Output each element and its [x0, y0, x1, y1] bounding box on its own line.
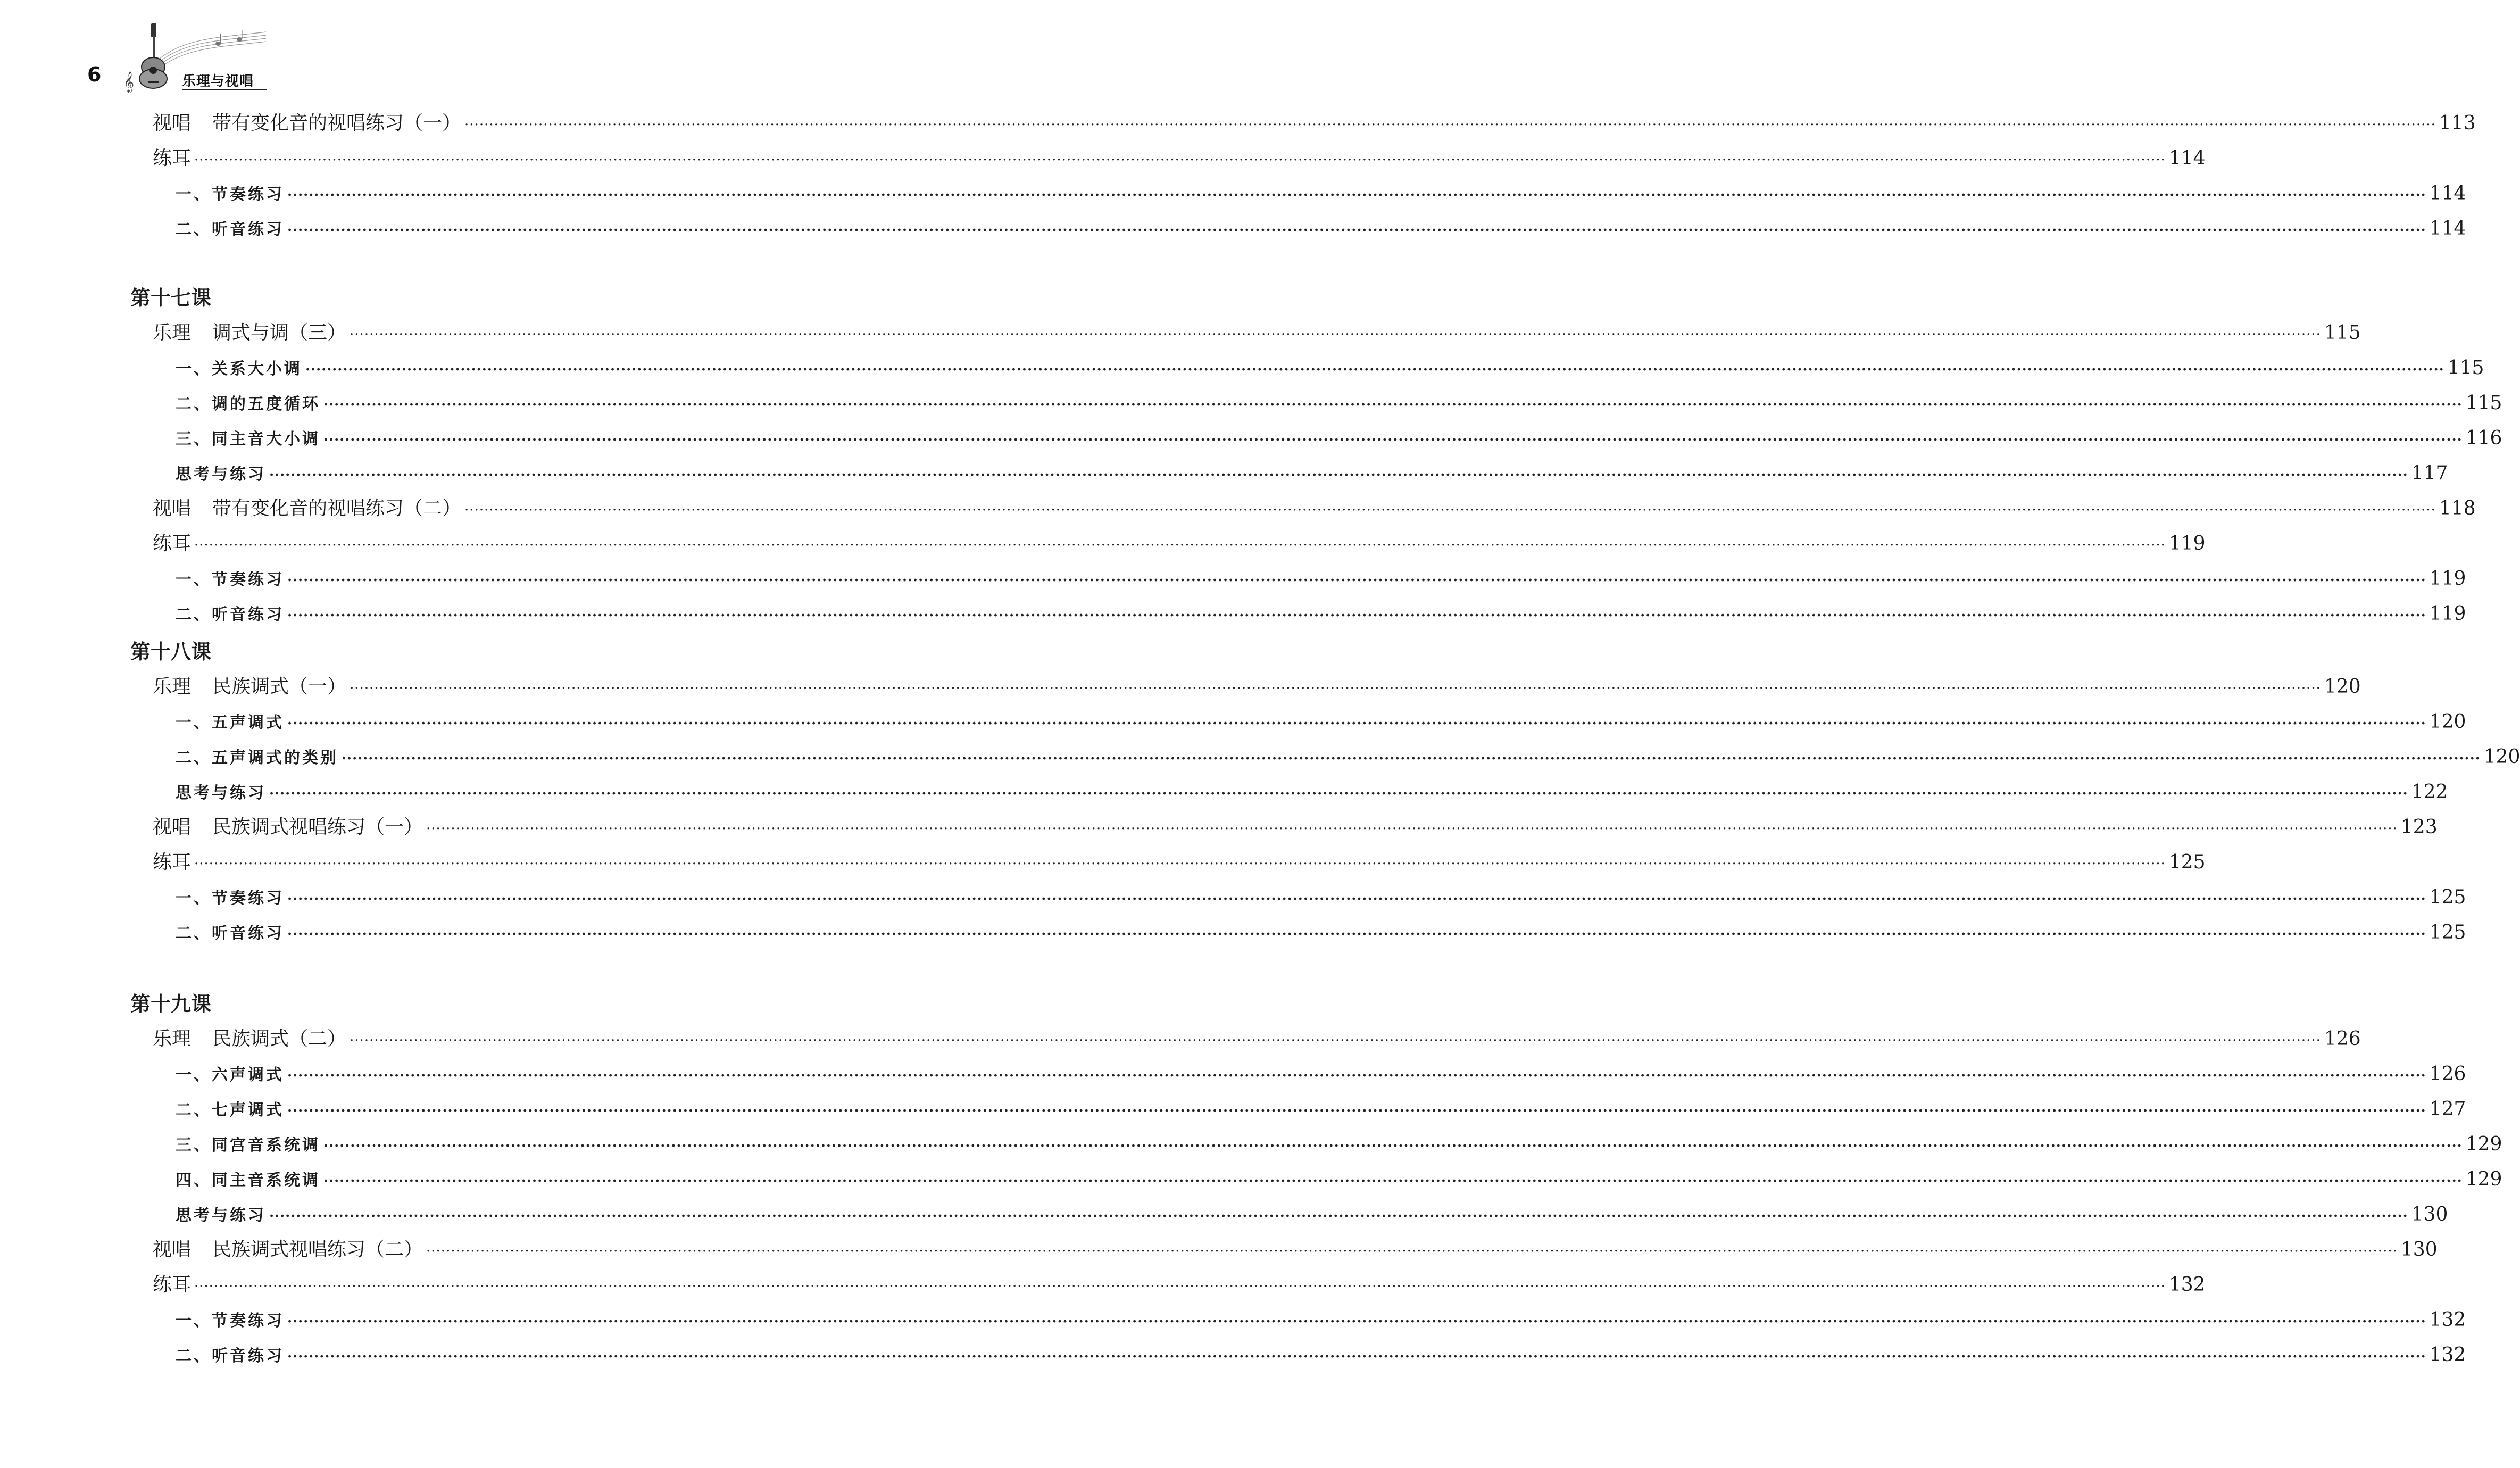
dot-leader: ················································································································································································································································································································································································································ — [287, 926, 2426, 942]
toc-entry-title: 一、节奏练习 — [176, 889, 284, 908]
toc-page-number: 129 — [2465, 1168, 2502, 1190]
dot-leader: ················································································································································································································································································································································································································ — [194, 537, 2166, 553]
toc-entry-title: 二、调的五度循环 — [176, 395, 320, 413]
toc-page-number: 119 — [2429, 568, 2466, 590]
guitar-icon — [122, 21, 181, 93]
toc-subentry — [176, 460, 2448, 487]
toc-subentry — [176, 215, 2466, 242]
toc-page-number: 115 — [2324, 322, 2361, 344]
dot-leader: ················································································································································································································································································································································································································ — [287, 573, 2426, 588]
toc-entry-label — [176, 217, 284, 243]
toc-entry-category: 视唱 — [153, 112, 192, 134]
toc-subentry — [176, 744, 2520, 770]
toc-entry-label — [153, 530, 191, 557]
dot-leader: ················································································································································································································································································································································································································ — [323, 432, 2463, 448]
dot-leader: ················································································································································································································································································································································································································ — [194, 152, 2166, 168]
toc-page-number: 120 — [2429, 711, 2466, 733]
toc-entry-label — [176, 1097, 284, 1124]
toc-entry-label — [176, 567, 284, 593]
toc-entry-label — [176, 356, 302, 383]
toc-entry-title: 二、听音练习 — [176, 220, 284, 239]
toc-page-number: 125 — [2429, 886, 2466, 908]
toc-page-number: 114 — [2429, 218, 2466, 239]
toc-entry — [153, 1272, 2206, 1298]
toc-entry-label — [153, 814, 423, 841]
toc-subentry — [176, 566, 2466, 592]
toc-entry-category: 视唱 — [153, 816, 192, 838]
toc-entry-title: 三、同主音大小调 — [176, 430, 320, 449]
toc-entry-title: 练耳 — [153, 1274, 192, 1296]
toc-entry-title: 一、节奏练习 — [176, 570, 284, 589]
toc-subentry — [176, 1201, 2448, 1228]
toc-entry — [153, 530, 2206, 557]
toc-entry-label — [176, 1308, 284, 1334]
toc-entry-title: 调式与调（三） — [212, 322, 347, 344]
dot-leader: ················································································································································································································································································································································································································ — [350, 1033, 2321, 1049]
toc-entry — [153, 320, 2361, 346]
dot-leader: ················································································································································································································································································································································································································ — [323, 1138, 2463, 1154]
toc-page-number: 114 — [2429, 183, 2466, 204]
toc-page-number: 122 — [2411, 781, 2448, 803]
dot-leader: ················································································································································································································································································································································································································ — [287, 1349, 2426, 1365]
toc-page-number: 130 — [2400, 1239, 2438, 1260]
toc-page-number: 132 — [2429, 1344, 2466, 1366]
toc-entry-label — [153, 1272, 191, 1298]
toc-subentry — [176, 1131, 2502, 1158]
toc-entry-title: 带有变化音的视唱练习（一） — [212, 112, 462, 134]
svg-text:𝄞: 𝄞 — [123, 71, 135, 93]
toc-entry-label — [153, 495, 461, 522]
toc-subentry — [176, 779, 2448, 806]
toc-entry-category: 乐理 — [153, 1028, 192, 1050]
toc-page-number: 114 — [2168, 147, 2206, 169]
toc-page-number: 116 — [2465, 427, 2502, 449]
toc-subentry — [176, 1307, 2466, 1333]
toc-entry — [153, 495, 2476, 522]
toc-subentry — [176, 1342, 2466, 1369]
toc-page-number: 115 — [2447, 357, 2484, 379]
toc-entry-title: 二、听音练习 — [176, 606, 284, 624]
dot-leader: ················································································································································································································································································································································································································ — [287, 1103, 2426, 1119]
toc-entry-title: 民族调式（二） — [212, 1028, 347, 1050]
toc-entry-title: 练耳 — [153, 147, 192, 169]
dot-leader: ················································································································································································································································································································································································································ — [305, 362, 2444, 378]
toc-entry-title: 二、五声调式的类别 — [176, 749, 338, 767]
toc-subentry — [176, 1096, 2466, 1123]
toc-page-number: 125 — [2429, 922, 2466, 943]
toc-page-number: 120 — [2483, 746, 2520, 768]
toc-subentry — [176, 425, 2502, 452]
toc-subentry — [176, 601, 2466, 627]
book-title: 乐理与视唱 — [182, 73, 254, 89]
toc-subentry — [176, 355, 2484, 381]
toc-entry-category: 视唱 — [153, 497, 192, 519]
toc-entry-label — [153, 145, 191, 172]
lesson-heading: 第十七课 — [130, 286, 212, 310]
dot-leader: ················································································································································································································································································································································································································ — [287, 608, 2426, 624]
toc-page-number: 113 — [2439, 112, 2476, 134]
dot-leader: ················································································································································································································································································································································································································ — [269, 786, 2408, 802]
toc-subentry — [176, 180, 2466, 207]
dot-leader: ················································································································································································································································································································································································································ — [287, 716, 2426, 732]
toc-entry-title: 一、五声调式 — [176, 714, 284, 732]
toc-entry-title: 民族调式视唱练习（一） — [212, 816, 423, 838]
toc-subentry — [176, 884, 2466, 911]
toc-subentry — [176, 1061, 2466, 1088]
toc-entry-label — [176, 426, 320, 453]
toc-entry-label — [153, 849, 191, 876]
toc-page-number: 119 — [2168, 533, 2206, 554]
toc-page-number: 127 — [2429, 1098, 2466, 1120]
dot-leader: ················································································································································································································································································································································································································ — [342, 751, 2481, 767]
toc-entry-title: 一、六声调式 — [176, 1066, 284, 1084]
dot-leader: ················································································································································································································································································································································································································ — [287, 891, 2426, 907]
toc-entry-label — [176, 710, 284, 736]
toc-page-number: 130 — [2411, 1204, 2448, 1225]
toc-entry-category: 视唱 — [153, 1239, 192, 1260]
toc-entry-title: 思考与练习 — [176, 1206, 266, 1225]
toc-entry-title: 四、同主音系统调 — [176, 1171, 320, 1190]
toc-page-number: 126 — [2429, 1063, 2466, 1085]
toc-entry-label — [176, 1343, 284, 1370]
dot-leader: ················································································································································································································································································································································································································ — [464, 502, 2436, 518]
toc-page-number: 119 — [2429, 603, 2466, 625]
toc-entry-label — [176, 1167, 320, 1194]
toc-page-number: 120 — [2324, 676, 2361, 698]
toc-entry-label — [176, 391, 320, 418]
toc-entry-title: 带有变化音的视唱练习（二） — [212, 497, 462, 519]
dot-leader: ················································································································································································································································································································································································································ — [323, 397, 2463, 413]
toc-subentry — [176, 709, 2466, 735]
toc-entry-label — [153, 110, 461, 137]
toc-entry-label — [176, 181, 284, 208]
toc-entry-title: 二、七声调式 — [176, 1101, 284, 1119]
toc-entry-title: 民族调式视唱练习（二） — [212, 1239, 423, 1260]
toc-page-number: 117 — [2411, 462, 2448, 484]
toc-entry — [153, 110, 2476, 137]
toc-entry-title: 二、听音练习 — [176, 1347, 284, 1365]
toc-entry-title: 民族调式（一） — [212, 676, 347, 698]
lesson-heading: 第十九课 — [130, 992, 212, 1016]
toc-page-number: 123 — [2400, 816, 2438, 838]
lesson-heading: 第十八课 — [130, 640, 212, 663]
toc-entry-label — [176, 920, 284, 947]
dot-leader: ················································································································································································································································································································································································································ — [350, 327, 2321, 343]
toc-entry — [153, 145, 2206, 172]
title-underline — [182, 89, 267, 90]
toc-entry — [153, 674, 2361, 700]
toc-entry-title: 一、节奏练习 — [176, 185, 284, 204]
toc-entry-title: 一、节奏练习 — [176, 1312, 284, 1330]
dot-leader: ················································································································································································································································································································································································································ — [269, 1208, 2408, 1224]
toc-entry-title: 二、听音练习 — [176, 924, 284, 943]
toc-entry-label — [153, 1237, 423, 1263]
toc-entry-title: 思考与练习 — [176, 465, 266, 484]
toc-entry-title: 思考与练习 — [176, 784, 266, 802]
toc-page-number: 132 — [2168, 1274, 2206, 1296]
toc-subentry — [176, 919, 2466, 946]
dot-leader: ················································································································································································································································································································································································································ — [194, 1279, 2166, 1295]
toc-subentry — [176, 390, 2502, 417]
toc-entry-title: 三、同宫音系统调 — [176, 1136, 320, 1155]
toc-subentry — [176, 1166, 2502, 1193]
toc-entry-label — [153, 320, 346, 346]
dot-leader: ················································································································································································································································································································································································································ — [464, 117, 2436, 133]
dot-leader: ················································································································································································································································································································································································································ — [194, 856, 2166, 872]
dot-leader: ················································································································································································································································································································································································································ — [287, 187, 2426, 203]
toc-entry-title: 练耳 — [153, 851, 192, 873]
toc-entry-title: 一、关系大小调 — [176, 360, 302, 378]
toc-page-number: 125 — [2168, 851, 2206, 873]
toc-page-number: 129 — [2465, 1133, 2502, 1155]
page-number: 6 — [87, 63, 102, 86]
dot-leader: ················································································································································································································································································································································································································ — [426, 821, 2398, 837]
toc-entry — [153, 1026, 2361, 1052]
dot-leader: ················································································································································································································································································································································································································ — [350, 681, 2321, 696]
toc-entry-label — [176, 461, 266, 488]
toc-entry-label — [176, 885, 284, 912]
toc-entry-category: 乐理 — [153, 322, 192, 344]
toc-page-number: 126 — [2324, 1028, 2361, 1050]
toc-entry-category: 乐理 — [153, 676, 192, 698]
page-header — [80, 21, 271, 93]
toc-page-number: 118 — [2439, 497, 2476, 519]
toc-entry-title: 练耳 — [153, 533, 192, 554]
toc-entry — [153, 1237, 2438, 1263]
toc-entry-label — [153, 674, 346, 700]
toc-entry-label — [176, 1062, 284, 1089]
dot-leader: ················································································································································································································································································································································································································ — [287, 222, 2426, 238]
dot-leader: ················································································································································································································································································································································································································ — [269, 467, 2408, 483]
toc-page-number: 132 — [2429, 1309, 2466, 1331]
dot-leader: ················································································································································································································································································································································································································ — [287, 1068, 2426, 1084]
toc-entry — [153, 849, 2206, 876]
toc-entry-label — [176, 745, 338, 772]
dot-leader: ················································································································································································································································································································································································································ — [323, 1173, 2463, 1189]
toc-entry-label — [176, 780, 266, 807]
toc-entry-label — [153, 1026, 346, 1052]
dot-leader: ················································································································································································································································································································································································································ — [287, 1314, 2426, 1330]
toc-entry-label — [176, 1132, 320, 1159]
dot-leader: ················································································································································································································································································································································································································ — [426, 1243, 2398, 1259]
toc-entry — [153, 814, 2438, 841]
toc-entry-label — [176, 1202, 266, 1229]
toc-page-number: 115 — [2465, 392, 2502, 414]
toc-entry-label — [176, 602, 284, 628]
